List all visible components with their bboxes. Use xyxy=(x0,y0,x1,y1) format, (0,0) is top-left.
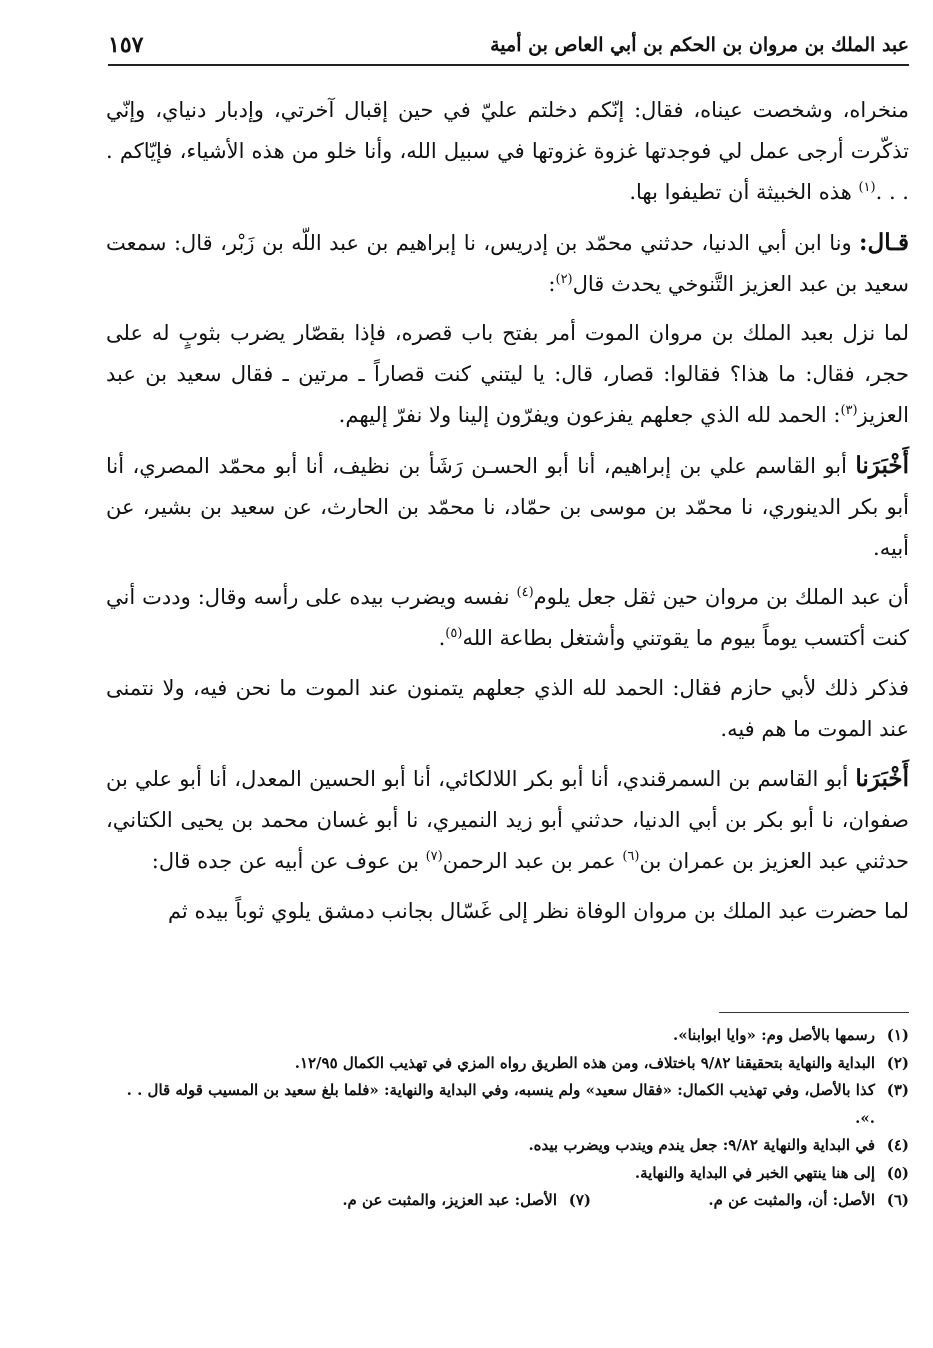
text-run: لما حضرت عبد الملك بن مروان الوفاة نظر إلى غَسّال بجانب دمشق يلوي ثوباً بيده ثم xyxy=(167,898,909,923)
footnote-number: (٥) xyxy=(886,1163,909,1182)
paragraph xyxy=(106,758,909,883)
text-run: : xyxy=(548,271,556,296)
footnote xyxy=(106,1022,909,1050)
footnote-number: (٢) xyxy=(886,1053,909,1072)
paragraph xyxy=(106,445,909,570)
footnote xyxy=(106,1050,909,1078)
paragraph xyxy=(106,313,909,437)
footnote-marker: (٣) xyxy=(840,403,858,419)
text-run: . xyxy=(438,626,446,651)
footnote-text: الأصل: عبد العزيز، والمثبت عن م. xyxy=(342,1191,557,1209)
text-run: عمر بن عبد الرحمن xyxy=(442,849,623,874)
footnotes xyxy=(106,1022,909,1215)
footnote-marker: (٤) xyxy=(516,585,534,601)
text-run: لما نزل بعبد الملك بن مروان الموت أمر بفتح باب قصره، فإذا بقصّار يضرب بثوبٍ له على حجر، فقال: ما هذا؟ فقالوا: قصار، قال: يا ليتني كنت قصاراً ـ مرتين ـ فقال سعيد بن عبد العزيز xyxy=(106,321,909,428)
footnote-number: (١) xyxy=(886,1026,909,1044)
footnote-row xyxy=(106,1187,909,1215)
footnote-marker: (٥) xyxy=(445,626,463,642)
running-header xyxy=(108,30,909,66)
text-run: ونا ابن أبي الدنيا، حدثني محمّد بن إدريس، نا إبراهيم بن عبد اللّه بن زَبْر، قال: سمعت سعيد بن عبد العزيز التَّنوخي يحدث قال xyxy=(106,230,909,296)
footnote-number: (٦) xyxy=(886,1191,909,1209)
footnote-separator xyxy=(719,1012,909,1013)
text-run: أن عبد الملك بن مروان حين ثقل جعل يلوم xyxy=(533,585,909,610)
page-number: ١٥٧ xyxy=(108,32,144,58)
lead-word: قـال: xyxy=(859,228,909,256)
text-run: أبو القاسم علي بن إبراهيم، أنا أبو الحسـن رَشَأ بن نظيف، أنا أبو محمّد المصري، أنا أبو بكر الدينوري، نا محمّد بن موسى بن حمّاد، نا محمّد بن الحارث، عن سعيد بن بشير، عن أبيه. xyxy=(106,453,909,561)
footnote-text: في البداية والنهاية ٩/٨٢: جعل يندم ويندب ويضرب بيده. xyxy=(528,1136,875,1154)
text-run: أبو القاسم بن السمرقندي، أنا أبو بكر اللالكائي، أنا أبو الحسين المعدل، أنا أبو علي بن صفوان، نا أبو بكر بن أبي الدنيا، حدثني أبو زيد النميري، نا أبو غسان محمد بن يحيى الكتاني، حدثني عبد العزيز بن عمران بن xyxy=(106,767,909,874)
footnote-marker: (٦) xyxy=(622,849,640,865)
paragraph xyxy=(106,577,909,659)
paragraph xyxy=(106,222,909,305)
footnote xyxy=(106,1132,909,1160)
footnote-number: (٤) xyxy=(886,1136,909,1154)
footnote-number: (٧) xyxy=(568,1191,591,1209)
footnote-marker: (٢) xyxy=(555,271,573,287)
footnote-text: إلى هنا ينتهي الخبر في البداية والنهاية. xyxy=(634,1163,875,1182)
lead-word: أَخْبَرَنا xyxy=(855,451,909,479)
footnote xyxy=(342,1187,591,1215)
footnote xyxy=(591,1187,909,1215)
text-run: منخراه، وشخصت عيناه، فقال: إنّكم دخلتم عليّ في حين إقبال آخرتي، وإدبار دنياي، وإنّي تذكّرت أرجى عمل لي فوجدتها غزوة غزوتها في سبيل الله، وأنا خلو من هذه الأشياء، فإيّاكم . . . . xyxy=(106,98,909,205)
text-run: نفسه ويضرب بيده على رأسه وقال: وددت أني كنت أكتسب يوماً بيوم ما يقوتني وأشتغل بطاعة الله xyxy=(106,585,909,651)
footnote-marker: (٧) xyxy=(425,849,443,865)
footnote-text: الأصل: أن، والمثبت عن م. xyxy=(708,1191,875,1209)
footnote xyxy=(106,1160,909,1188)
footnote-marker: (١) xyxy=(858,180,876,196)
running-title: عبد الملك بن مروان بن الحكم بن أبي العاص بن أمية xyxy=(490,34,909,56)
text-run: فذكر ذلك لأبي حازم فقال: الحمد لله الذي جعلهم يتمنون عند الموت ما نحن فيه، ولا نتمنى عند الموت ما هم فيه. xyxy=(106,675,909,741)
footnote xyxy=(106,1077,909,1132)
paragraph xyxy=(106,668,909,750)
text-run: بن عوف عن أبيه عن جده قال: xyxy=(151,849,426,874)
text-run: : الحمد لله الذي جعلهم يفزعون ويفرّون إلينا ولا نفرّ إليهم. xyxy=(338,403,841,428)
lead-word: أَخْبَرَنا xyxy=(855,765,909,793)
footnote-text: رسمها بالأصل وم: «وايا ابوابنا». xyxy=(673,1026,875,1044)
text-run: هذه الخبيثة أن تطيفوا بها. xyxy=(629,180,859,205)
paragraph xyxy=(106,90,909,214)
footnote-text: كذا بالأصل، وفي تهذيب الكمال: «فقال سعيد» ولم ينسبه، وفي البداية والنهاية: «فلما بلغ سعيد بن المسيب قوله قال . . .». xyxy=(126,1081,875,1127)
footnote-text: البداية والنهاية بتحقيقنا ٩/٨٢ باختلاف، ومن هذه الطريق رواه المزي في تهذيب الكمال ١٢/٩٥. xyxy=(294,1053,875,1072)
paragraph xyxy=(106,891,909,932)
footnote-number: (٣) xyxy=(886,1081,909,1099)
main-text xyxy=(106,90,909,940)
